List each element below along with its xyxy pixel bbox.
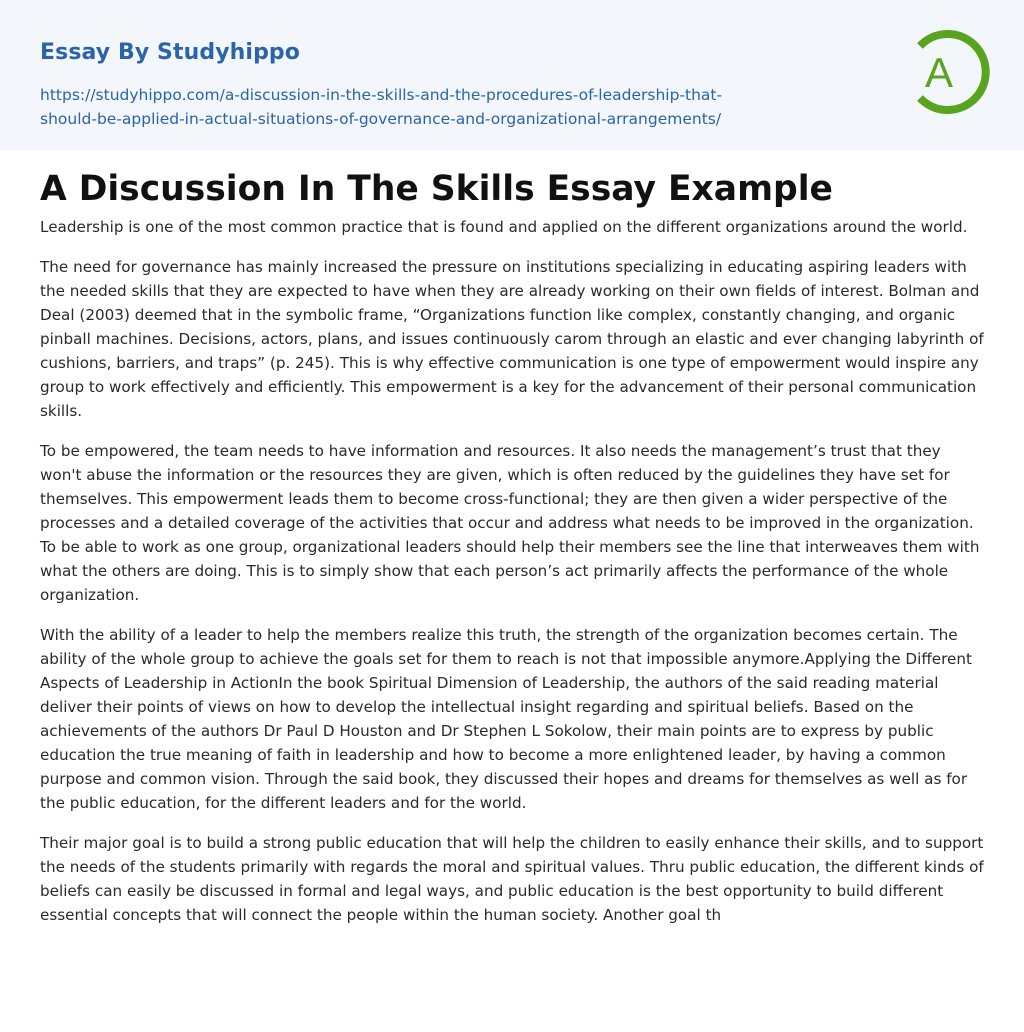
site-brand[interactable]: Essay By Studyhippo — [40, 40, 300, 65]
source-url-link[interactable] — [40, 83, 800, 131]
essay-title: A Discussion In The Skills Essay Example — [40, 169, 833, 209]
essay-paragraph: With the ability of a leader to help the members realize this truth, the strength of the organization becomes certain. The ability of the whole group to achieve the goals set for them to reach is not that impossible anymore.Applying the Different Aspects of Leadership in ActionIn the book Spiritual Dimension of Leadership, the authors of the said reading material deliver their points of views on how to develop the intellectual insight regarding and spiritual beliefs. Based on the achievements of the authors Dr Paul D Houston and Dr Stephen L Sokolow, their main points are to express by public education the true meaning of faith in leadership and how to become a more enlightened leader, by having a common purpose and common vision. Through the said book, they discussed their hopes and dreams for themselves as well as for the public education, for the different leaders and for the world. — [40, 626, 972, 812]
page-header — [0, 0, 1024, 150]
essay-paragraph: To be empowered, the team needs to have information and resources. It also needs the management’s trust that they won't abuse the information or the resources they are given, which is often reduced by the guidelines they have set for themselves. This empowerment leads them to become cross-functional; they are then given a wider perspective of the processes and a detailed coverage of the activities that occur and address what needs to be improved in the organization. To be able to work as one group, organizational leaders should help their members see the line that interweaves them with what the others are doing. This is to simply show that each person’s act primarily affects the performance of the whole organization. — [40, 442, 980, 604]
logo-letter: A — [924, 49, 954, 96]
source-url-line-2: should-be-applied-in-actual-situations-of-governance-and-organizational-arrangements/ — [40, 110, 722, 128]
essay-paragraph: Their major goal is to build a strong public education that will help the children to easily enhance their skills, and to support the needs of the students primarily with regards the moral and spiritual values. Thru public education, the different kinds of beliefs can easily be discussed in formal and legal ways, and public education is the best opportunity to build different essential concepts that will connect the people within the human society. Another goal th — [40, 834, 984, 924]
source-url-line-1: https://studyhippo.com/a-discussion-in-the-skills-and-the-procedures-of-leadership-that- — [40, 86, 723, 104]
essay-paragraph: The need for governance has mainly increased the pressure on institutions specializing in educating aspiring leaders with the needed skills that they are expected to have when they are already working on their own fields of interest. Bolman and Deal (2003) deemed that in the symbolic frame, “Organizations function like complex, constantly changing, and organic pinball machines. Decisions, actors, plans, and issues continuously carom through an elastic and ever changing labyrinth of cushions, barriers, and traps” (p. 245). This is why effective communication is one type of empowerment would inspire any group to work effectively and efficiently. This empowerment is a key for the advancement of their personal communication skills. — [40, 258, 984, 420]
essay-body — [40, 215, 986, 943]
essay-paragraph: Leadership is one of the most common practice that is found and applied on the different organizations around the world. — [40, 218, 968, 236]
studyhippo-logo-icon[interactable] — [900, 26, 992, 118]
